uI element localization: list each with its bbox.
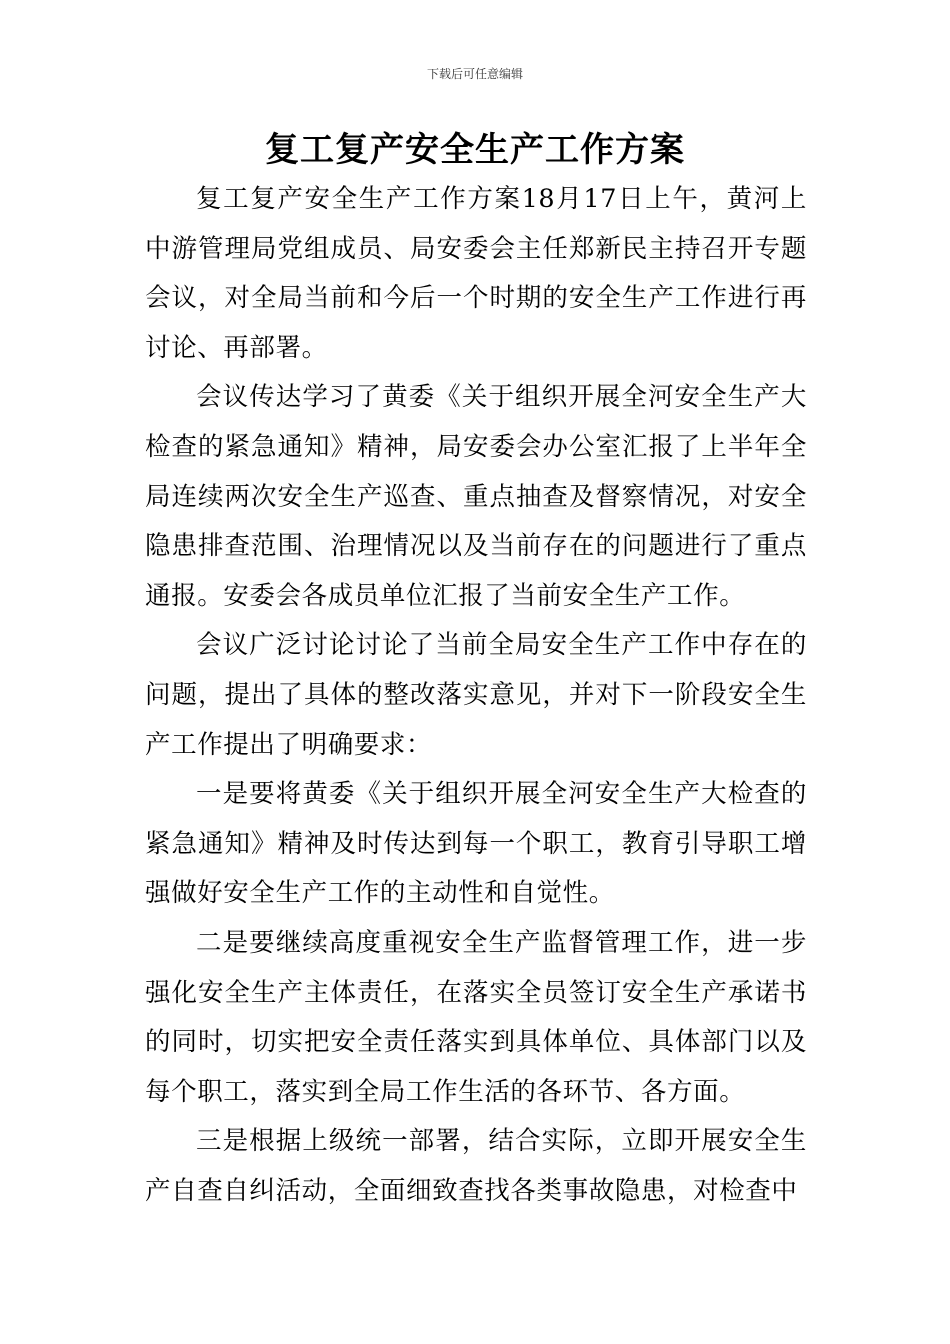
paragraph-3: 会议广泛讨论讨论了当前全局安全生产工作中存在的问题，提出了具体的整改落实意见，并对下一阶段安全生产工作提出了明确要求：: [145, 630, 807, 760]
paragraph-4: 一是要将黄委《关于组织开展全河安全生产大检查的紧急通知》精神及时传达到每一个职工，教育引导职工增强做好安全生产工作的主动性和自觉性。: [145, 779, 807, 909]
paragraph-2: 会议传达学习了黄委《关于组织开展全河安全生产大检查的紧急通知》精神，局安委会办公室汇报了上半年全局连续两次安全生产巡查、重点抽查及督察情况，对安全隐患排查范围、治理情况以及当前存在的问题进行了重点通报。安委会各成员单位汇报了当前安全生产工作。: [145, 382, 807, 611]
paragraph-6: 三是根据上级统一部署，结合实际，立即开展安全生产自查自纠活动，全面细致查找各类事故隐患，对检查中: [145, 1126, 807, 1206]
document-title: 复工复产安全生产工作方案: [265, 130, 685, 170]
paragraph-5: 二是要继续高度重视安全生产监督管理工作，进一步强化安全生产主体责任，在落实全员签订安全生产承诺书的同时，切实把安全责任落实到具体单位、具体部门以及每个职工，落实到全局工作生活的各环节、各方面。: [145, 927, 807, 1107]
header-note: 下载后可任意编辑: [426, 67, 523, 81]
paragraph-1: 复工复产安全生产工作方案18月17日上午，黄河上中游管理局党组成员、局安委会主任郑新民主持召开专题会议，对全局当前和今后一个时期的安全生产工作进行再讨论、再部署。: [145, 184, 807, 363]
document-body: [145, 175, 807, 1216]
